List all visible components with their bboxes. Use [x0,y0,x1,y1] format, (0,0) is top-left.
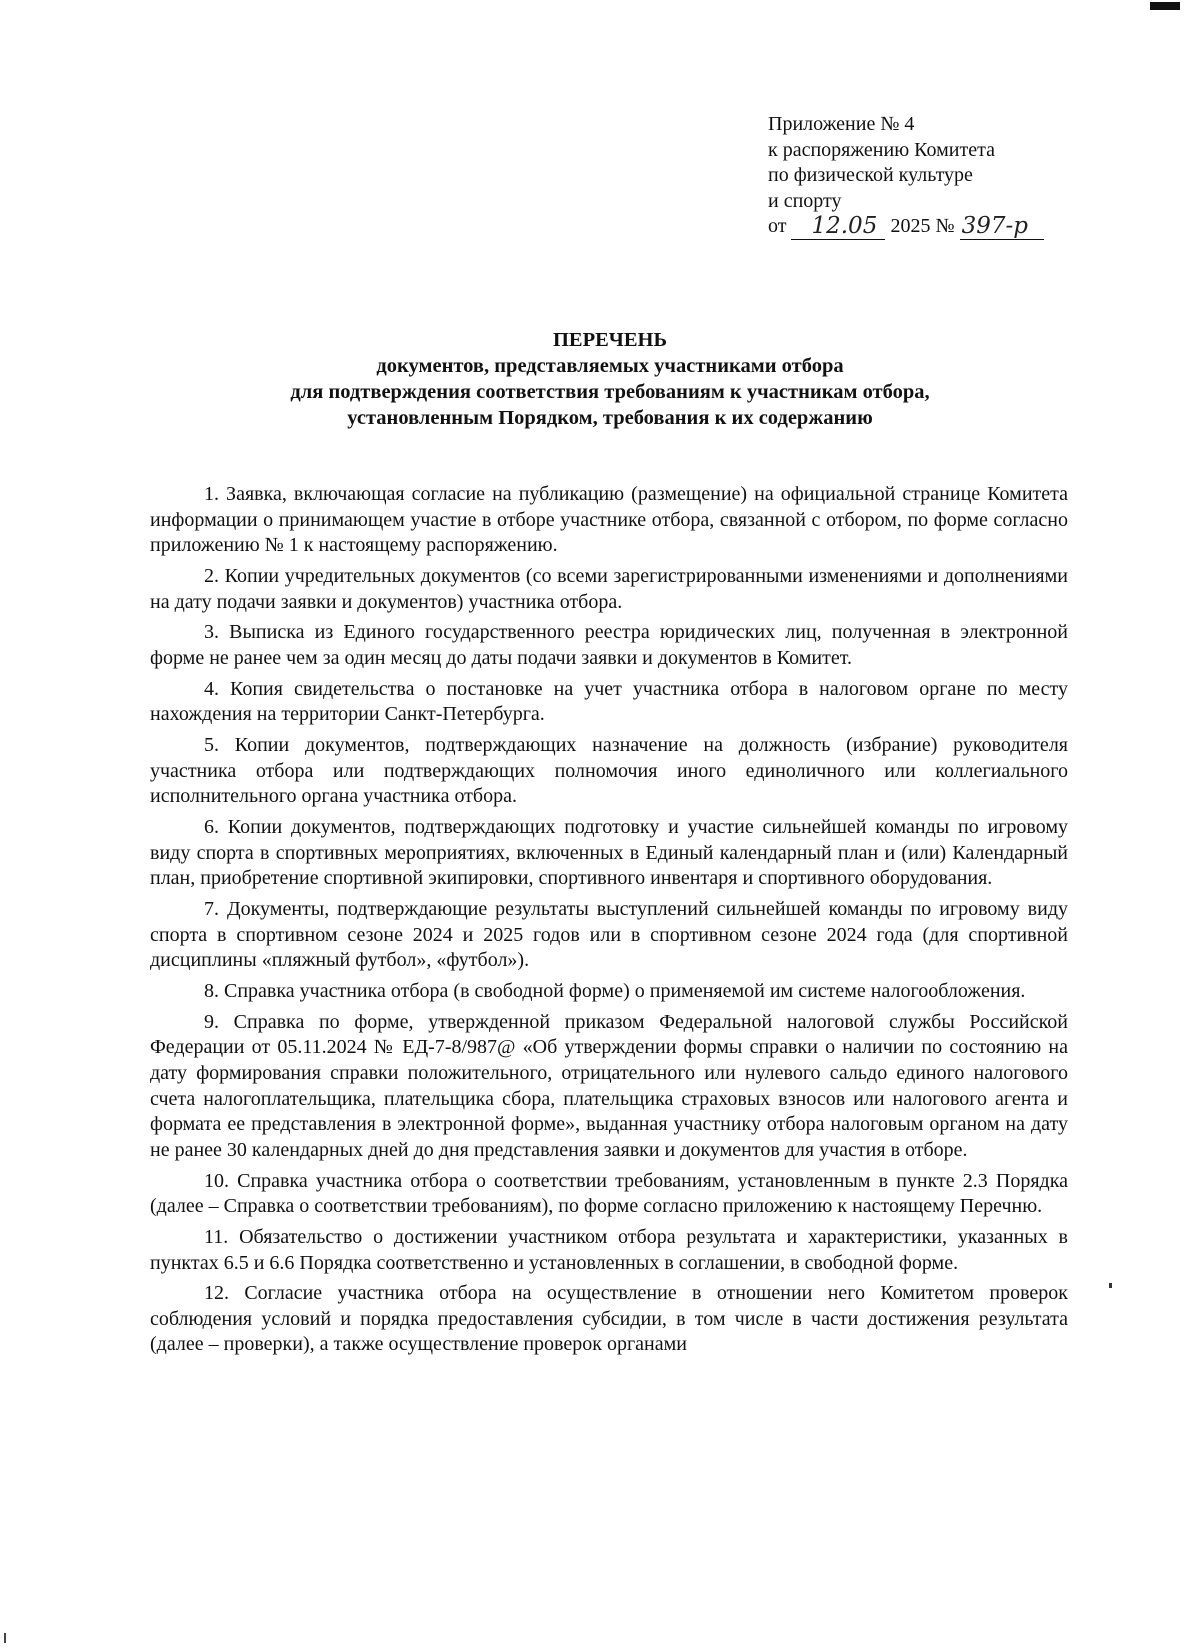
list-item-6: 6. Копии документов, подтверждающих подготовку и участие сильнейшей команды по игровому виду спорта в спортивных мероприятиях, включенных в Единый календарный план и (или) Календарный план, приобретение спортивной экипировки, спортивного инвентаря и спортивного оборудования. [150,816,1068,890]
list-item-12: 12. Согласие участника отбора на осуществление в отношении него Комитетом проверок соблюдения условий и порядка предоставления субсидии, в том числе в части достижения результата (далее – проверки), а также осуществление проверок органами [150,1282,1068,1356]
title-line-2: для подтверждения соответствия требованиям к участникам отбора, [290,381,930,403]
scan-corner-mark [1150,2,1180,10]
list-item-8: 8. Справка участника отбора (в свободной форме) о применяемой им системе налогообложения. [204,980,1026,1002]
list-item-10: 10. Справка участника отбора о соответствии требованиям, установленным в пункте 2.3 Порядка (далее – Справка о соответствии требованиям), по форме согласно приложению к настоящему Перечню. [150,1169,1068,1218]
scan-margin-dot [1109,1283,1112,1288]
number-handwritten: 397-р [961,213,1028,239]
number-field [960,213,1044,240]
date-handwritten: 12.05 [811,213,878,239]
appendix-date-line [768,214,1168,240]
list-item-9: 9. Справка по форме, утвержденной приказом Федеральной налоговой службы Российской Федерации от 05.11.2024 № ЕД-7-8/987@ «Об утверждении формы справки о наличии по состоянию на дату формирования справки положительного, отрицательного или нулевого сальдо единого налогового счета налогоплательщика, плательщика сбора, плательщика страховых взносов или налогового агента и формата ее представления в электронной форме», выданная участнику отбора налоговым органом на дату не ранее 30 календарных дней до дня представления заявки и документов для участия в отборе. [150,1010,1068,1161]
appendix-line-3: по физической культуре [768,164,973,186]
title-line-1: документов, представляемых участниками отбора [376,355,844,377]
scan-edge-mark [4,1633,6,1643]
date-field [791,213,885,240]
year-label: 2025 № [890,215,955,237]
appendix-line-2: к распоряжению Комитета [768,138,995,161]
appendix-line-4: и спорту [768,189,842,212]
appendix-header [768,112,1168,240]
list-item-11: 11. Обязательство о достижении участником отбора результата и характеристики, указанных в пунктах 6.5 и 6.6 Порядка соответственно и установленных в соглашении, в свободной форме. [150,1225,1068,1274]
list-item-7: 7. Документы, подтверждающие результаты выступлений сильнейшей команды по игровому виду спорта в спортивном сезоне 2024 и 2025 годов или в спортивном сезоне 2024 года (для спортивной дисциплины «пляжный футбол», «футбол»). [150,898,1068,972]
list-item-1: 1. Заявка, включающая согласие на публикацию (размещение) на официальной странице Комитета информации о принимающем участие в отборе участнике отбора, связанной с отбором, по форме согласно приложению № 1 к настоящему распоряжению. [150,483,1068,557]
list-item-4: 4. Копия свидетельства о постановке на учет участника отбора в налоговом органе по месту нахождения на территории Санкт-Петербурга. [150,677,1068,726]
document-body [150,482,1068,1363]
title-heading: ПЕРЕЧЕНЬ [552,329,668,351]
list-item-3: 3. Выписка из Единого государственного реестра юридических лиц, полученная в электронной форме не ранее чем за один месяц до даты подачи заявки и документов в Комитет. [150,621,1068,669]
title-line-3: установленным Порядком, требования к их содержанию [347,407,873,429]
list-item-2: 2. Копии учредительных документов (со всеми зарегистрированными изменениями и дополнениями на дату подачи заявки и документов) участника отбора. [150,564,1068,613]
date-prefix: от [768,215,787,237]
appendix-line-1: Приложение № 4 [768,113,915,135]
document-title [150,327,1070,431]
list-item-5: 5. Копии документов, подтверждающих назначение на должность (избрание) руководителя участника отбора или подтверждающих полномочия иного единоличного или коллегиального исполнительного органа участника отбора. [150,734,1068,808]
